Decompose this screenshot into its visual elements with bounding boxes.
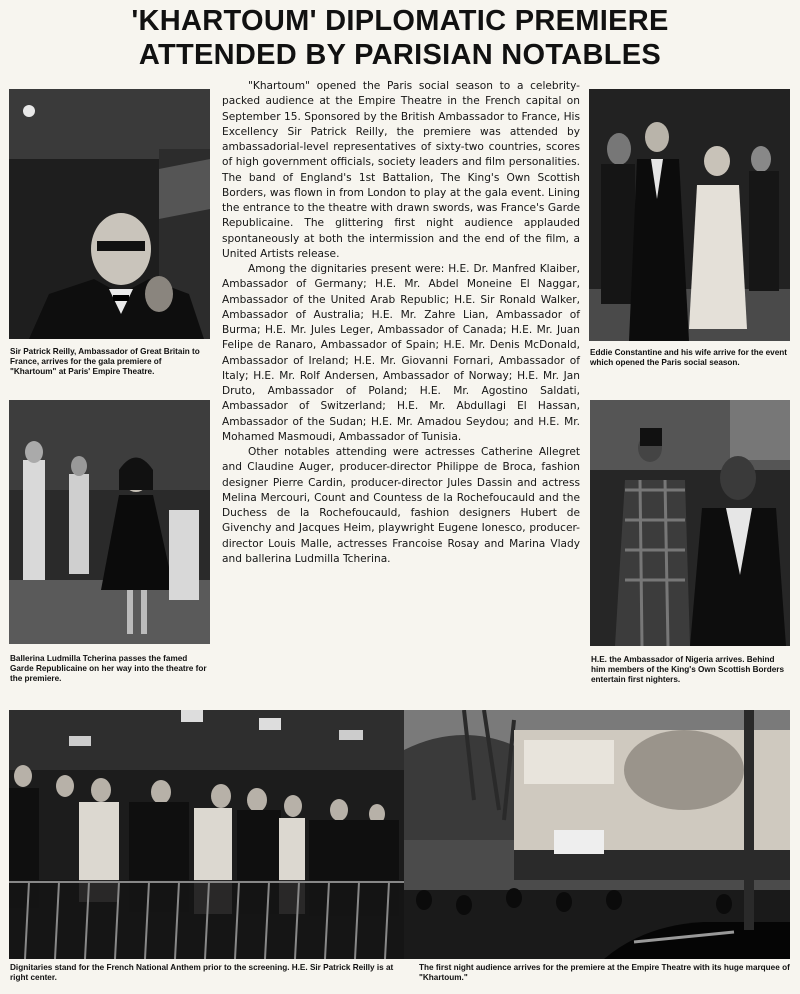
- article-paragraph-2: Among the dignitaries present were: H.E. Dr. Manfred Klaiber, Ambassador of Germany; H.E. Mr. Abdel Moneine El Naggar, Ambassador of the United Arab Republic; H.E. Sir Ronald Walker, Ambassador of Australia; H.E. Mr. Zahre Lian, Ambassador of Burma; H.E. Mr. Jules Leger, Ambassador of Canada; H.E. Mr. Juan Felipe de Ranaro, Ambassador of Spain; H.E. Mr. Denis McDonald, Ambassador of Ireland; H.E. Mr. Giovanni Fornari, Ambassador of Italy; H.E. Mr. Rolf Andersen, Ambassador of Norway; H.E. Mr. Jan Druto, Ambassador of Poland; H.E. Mr. Agostino Saldati, Ambassador of Switzerland; H.E. Mr. Abdullagi El Hassan, Ambassador of the Sudan; H.E. Mr. Amadou Seydou; and H.E. Mr. Mohamed Masmoudi, Ambassador of Tunisia.: [222, 263, 580, 443]
- photo-nigeria: [590, 400, 790, 646]
- article-paragraph-1: "Khartoum" opened the Paris social season to a celebrity-packed audience at the Empire Theatre in the French capital on September 15. Sponsored by the British Ambassador to France, His Excellency Sir Patrick Reilly, the premiere was attended by ambassadorial-level representatives of sixty-two countries, scores of high government officials, society leaders and film personalities. The band of England's 1st Battalion, The King's Own Scottish Borders, was flown in from London to play at the gala event. Lining the entrance to the theatre with drawn swords, was France's Garde Republicaine. The glittering first night audience applauded spontaneously at both the intermission and the end of the film, a United Artists release.: [222, 80, 580, 260]
- caption-constantine: Eddie Constantine and his wife arrive for the event which opened the Paris social season.: [590, 348, 787, 367]
- photo-anthem: [9, 710, 404, 959]
- caption-anthem: Dignitaries stand for the French National Anthem prior to the screening. H.E. Sir Patrick Reilly is at right center.: [10, 963, 394, 982]
- caption-reilly: Sir Patrick Reilly, Ambassador of Great Britain to France, arrives for the gala premiere of "Khartoum" at Paris' Empire Theatre.: [10, 347, 200, 376]
- page-headline: [0, 4, 800, 72]
- caption-tcherina: Ballerina Ludmilla Tcherina passes the famed Garde Republicaine on her way into the theatre for the premiere.: [10, 654, 207, 683]
- article-body: [222, 79, 580, 567]
- photo-marquee: [404, 710, 790, 959]
- headline-line-2: ATTENDED BY PARISIAN NOTABLES: [138, 39, 662, 71]
- photo-reilly: [9, 89, 210, 339]
- caption-nigeria: H.E. the Ambassador of Nigeria arrives. Behind him members of the King's Own Scottish Borders entertain first nighters.: [591, 655, 785, 684]
- article-paragraph-3: Other notables attending were actresses Catherine Allegret and Claudine Auger, producer-director Philippe de Broca, fashion designer Pierre Cardin, producer-director Jules Dassin and actress Melina Mercouri, Count and Countess de la Rochefoucauld and the Duchess de la Rochefoucauld, fashion designers Hubert de Givenchy and Jacques Heim, playwright Eugene Ionesco, producer-director Louis Malle, actresses Francoise Rosay and Marina Vlady and ballerina Ludmilla Tcherina.: [222, 446, 580, 565]
- photo-tcherina: [9, 400, 210, 644]
- headline-line-1: 'KHARTOUM' DIPLOMATIC PREMIERE: [131, 5, 669, 37]
- caption-marquee: The first night audience arrives for the premiere at the Empire Theatre with its huge marquee of "Khartoum.": [419, 963, 790, 982]
- photo-constantine: [589, 89, 790, 341]
